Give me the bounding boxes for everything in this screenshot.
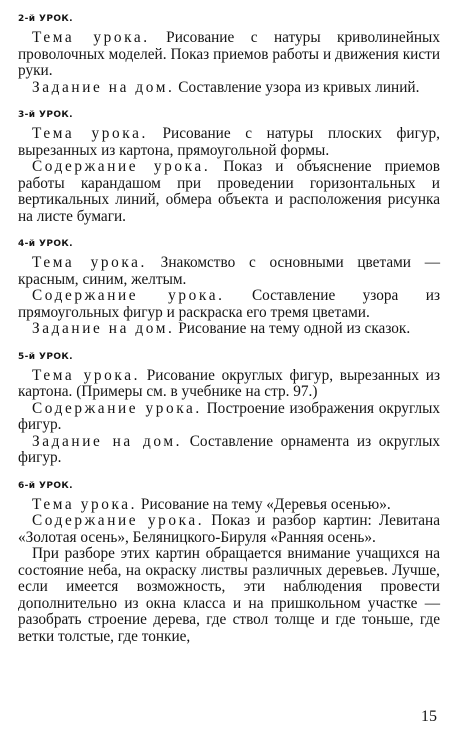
paragraph-text: Рисование на тему одной из сказок.	[174, 320, 411, 337]
paragraph-text: Составление узора из прямоугольных фигур и раскраска его тремя цветами.	[18, 287, 440, 321]
page-number: 15	[421, 708, 437, 725]
paragraph-label: Тема урока.	[32, 366, 141, 384]
lesson-heading: 4-й УРОК.	[18, 239, 73, 249]
lesson-paragraph	[18, 546, 440, 645]
lesson-heading: 6-й УРОК.	[18, 480, 73, 491]
paragraph-label: Тема урока.	[32, 495, 138, 513]
lesson-heading: 3-й УРОК.	[18, 110, 73, 120]
paragraph-text: При разборе этих картин обращается внимание учащихся на состояние неба, на окраску листвы различных деревьев. Лучше, если имеется возможность, эти наблюдения провести дополнительно из окна класса и на пришкольном участке — разобрать строение дерева, где ствол толще и где тоньше, где ветки толстые, где тонкие,	[18, 545, 440, 645]
lesson-heading: 5-й УРОК.	[18, 351, 73, 362]
paragraph-label: Задание на дом.	[32, 78, 175, 96]
lesson-5	[18, 352, 440, 467]
paragraph-text: Показ и разбор картин: Левитана «Золотая осень», Беляницкого-Бируля «Ранняя осень».	[18, 512, 441, 546]
lesson-paragraph	[18, 401, 440, 434]
paragraph-label: Задание на дом.	[32, 320, 175, 337]
lesson-3	[18, 110, 440, 225]
paragraph-text: Построение изображения округлых фигур.	[18, 399, 441, 433]
lesson-2	[18, 14, 440, 96]
paragraph-text: Составление узора из кривых линий.	[174, 78, 420, 96]
lesson-paragraph	[18, 321, 440, 338]
paragraph-label: Содержание урока.	[32, 158, 211, 175]
page-content	[18, 8, 440, 659]
lesson-paragraph	[18, 497, 440, 514]
lesson-heading: 2-й УРОК.	[18, 14, 73, 24]
lesson-paragraph	[18, 30, 440, 80]
lesson-paragraph	[18, 126, 440, 159]
paragraph-text: Рисование на тему «Деревья осенью».	[137, 495, 391, 513]
lesson-4	[18, 239, 440, 338]
paragraph-label: Содержание урока.	[32, 399, 202, 417]
lesson-paragraph	[18, 80, 440, 97]
lesson-paragraph	[18, 159, 440, 225]
lesson-paragraph	[18, 288, 440, 321]
paragraph-label: Задание на дом.	[32, 432, 183, 450]
lesson-6	[18, 481, 440, 646]
lesson-paragraph	[18, 513, 440, 546]
paragraph-label: Тема урока.	[32, 125, 148, 142]
paragraph-label: Тема урока.	[32, 254, 147, 271]
paragraph-label: Содержание урока.	[32, 512, 205, 529]
paragraph-text: Рисование округлых фигур, вырезанных из картона. (Примеры см. в учебнике на стр. 97.)	[18, 366, 440, 400]
paragraph-text: Знакомство с основными цветами — красным, синим, желтым.	[18, 254, 440, 288]
paragraph-text: Показ и объяснение приемов работы карандашом при проведении горизонтальных и вертикальных линий, обмера объекта и расположения рисунка на листе бумаги.	[18, 158, 440, 225]
paragraph-text: Рисование с натуры плоских фигур, вырезанных из картона, прямоугольной формы.	[18, 125, 440, 159]
paragraph-label: Тема урока.	[32, 29, 150, 46]
lesson-paragraph	[18, 255, 440, 288]
paragraph-text: Рисование с натуры криволинейных проволочных моделей. Показ приемов работы и движения кисти руки.	[18, 29, 440, 79]
lesson-paragraph	[18, 368, 440, 401]
paragraph-label: Содержание урока.	[32, 287, 225, 304]
lesson-paragraph	[18, 434, 440, 467]
paragraph-text: Составление орнамента из округлых фигур.	[18, 432, 440, 466]
